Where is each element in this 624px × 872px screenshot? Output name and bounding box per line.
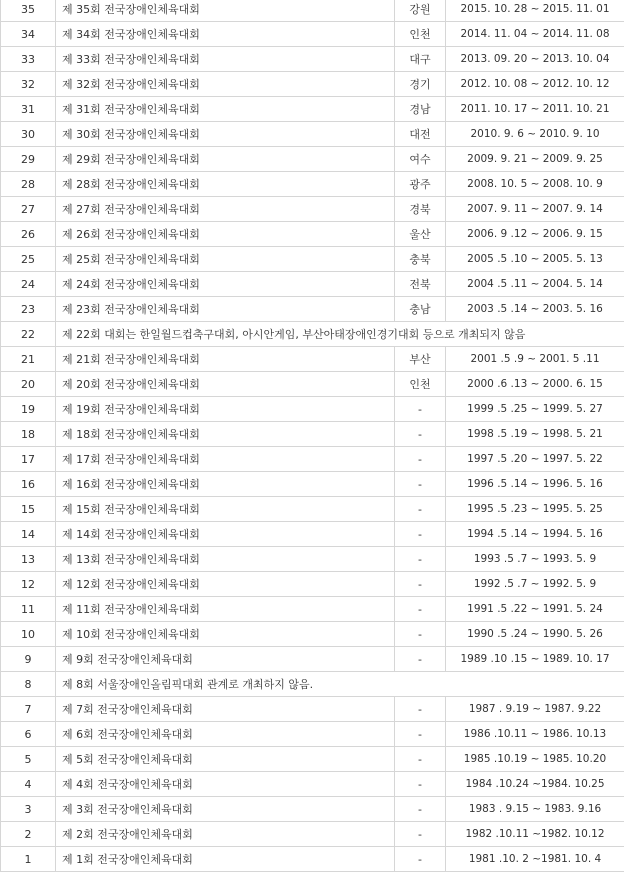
table-row	[1, 822, 624, 847]
event-name-cell: 제 20회 전국장애인체육대회	[56, 372, 395, 397]
host-region-cell: 충북	[395, 247, 446, 272]
table-row	[1, 422, 624, 447]
event-name-cell: 제 26회 전국장애인체육대회	[56, 222, 395, 247]
edition-number-cell: 9	[1, 647, 56, 672]
event-name-cell: 제 3회 전국장애인체육대회	[56, 797, 395, 822]
event-name-cell: 제 15회 전국장애인체육대회	[56, 497, 395, 522]
host-region-cell: 경기	[395, 72, 446, 97]
event-name-cell: 제 23회 전국장애인체육대회	[56, 297, 395, 322]
host-region-cell: -	[395, 797, 446, 822]
host-region-cell: -	[395, 847, 446, 872]
edition-number-cell: 22	[1, 322, 56, 347]
host-region-cell: 경북	[395, 197, 446, 222]
table-row	[1, 147, 624, 172]
edition-number-cell: 19	[1, 397, 56, 422]
table-row	[1, 172, 624, 197]
edition-number-cell: 33	[1, 47, 56, 72]
host-region-cell: 강원	[395, 0, 446, 22]
table-row	[1, 0, 624, 22]
host-region-cell: 울산	[395, 222, 446, 247]
note-cell: 제 22회 대회는 한일월드컵축구대회, 아시안게임, 부산아태장애인경기대회 등으로 개최되지 않음	[56, 322, 624, 347]
event-period-cell: 2014. 11. 04 ~ 2014. 11. 08	[446, 22, 624, 47]
edition-number-cell: 21	[1, 347, 56, 372]
event-name-cell: 제 18회 전국장애인체육대회	[56, 422, 395, 447]
host-region-cell: -	[395, 772, 446, 797]
edition-number-cell: 29	[1, 147, 56, 172]
edition-number-cell: 31	[1, 97, 56, 122]
edition-number-cell: 7	[1, 697, 56, 722]
host-region-cell: 전북	[395, 272, 446, 297]
table-row	[1, 572, 624, 597]
edition-number-cell: 17	[1, 447, 56, 472]
event-period-cell: 1998 .5 .19 ~ 1998. 5. 21	[446, 422, 624, 447]
event-name-cell: 제 29회 전국장애인체육대회	[56, 147, 395, 172]
edition-number-cell: 24	[1, 272, 56, 297]
table-row	[1, 672, 624, 697]
event-name-cell: 제 30회 전국장애인체육대회	[56, 122, 395, 147]
event-period-cell: 1989 .10 .15 ~ 1989. 10. 17	[446, 647, 624, 672]
event-name-cell: 제 14회 전국장애인체육대회	[56, 522, 395, 547]
event-period-cell: 1999 .5 .25 ~ 1999. 5. 27	[446, 397, 624, 422]
host-region-cell: -	[395, 597, 446, 622]
table-row	[1, 472, 624, 497]
host-region-cell: -	[395, 547, 446, 572]
edition-number-cell: 14	[1, 522, 56, 547]
edition-number-cell: 32	[1, 72, 56, 97]
event-name-cell: 제 35회 전국장애인체육대회	[56, 0, 395, 22]
table-row	[1, 222, 624, 247]
event-period-cell: 1985 .10.19 ~ 1985. 10.20	[446, 747, 624, 772]
host-region-cell: -	[395, 522, 446, 547]
event-name-cell: 제 4회 전국장애인체육대회	[56, 772, 395, 797]
event-name-cell: 제 27회 전국장애인체육대회	[56, 197, 395, 222]
table-row	[1, 747, 624, 772]
event-name-cell: 제 34회 전국장애인체육대회	[56, 22, 395, 47]
event-name-cell: 제 25회 전국장애인체육대회	[56, 247, 395, 272]
event-name-cell: 제 17회 전국장애인체육대회	[56, 447, 395, 472]
edition-number-cell: 1	[1, 847, 56, 872]
event-name-cell: 제 24회 전국장애인체육대회	[56, 272, 395, 297]
event-name-cell: 제 32회 전국장애인체육대회	[56, 72, 395, 97]
event-period-cell: 1983 . 9.15 ~ 1983. 9.16	[446, 797, 624, 822]
edition-number-cell: 26	[1, 222, 56, 247]
edition-number-cell: 34	[1, 22, 56, 47]
table-row	[1, 597, 624, 622]
table-row	[1, 722, 624, 747]
table-row	[1, 122, 624, 147]
event-name-cell: 제 13회 전국장애인체육대회	[56, 547, 395, 572]
edition-number-cell: 28	[1, 172, 56, 197]
host-region-cell: -	[395, 697, 446, 722]
event-name-cell: 제 5회 전국장애인체육대회	[56, 747, 395, 772]
event-period-cell: 1984 .10.24 ~1984. 10.25	[446, 772, 624, 797]
edition-number-cell: 12	[1, 572, 56, 597]
event-period-cell: 2003 .5 .14 ~ 2003. 5. 16	[446, 297, 624, 322]
edition-number-cell: 25	[1, 247, 56, 272]
event-name-cell: 제 33회 전국장애인체육대회	[56, 47, 395, 72]
event-period-cell: 2012. 10. 08 ~ 2012. 10. 12	[446, 72, 624, 97]
table-row	[1, 347, 624, 372]
event-name-cell: 제 6회 전국장애인체육대회	[56, 722, 395, 747]
edition-number-cell: 13	[1, 547, 56, 572]
table-row	[1, 297, 624, 322]
event-period-cell: 1997 .5 .20 ~ 1997. 5. 22	[446, 447, 624, 472]
event-name-cell: 제 10회 전국장애인체육대회	[56, 622, 395, 647]
host-region-cell: -	[395, 722, 446, 747]
host-region-cell: 경남	[395, 97, 446, 122]
event-period-cell: 2000 .6 .13 ~ 2000. 6. 15	[446, 372, 624, 397]
host-region-cell: 부산	[395, 347, 446, 372]
event-period-cell: 2004 .5 .11 ~ 2004. 5. 14	[446, 272, 624, 297]
event-period-cell: 1992 .5 .7 ~ 1992. 5. 9	[446, 572, 624, 597]
event-period-cell: 1995 .5 .23 ~ 1995. 5. 25	[446, 497, 624, 522]
host-region-cell: -	[395, 572, 446, 597]
event-name-cell: 제 19회 전국장애인체육대회	[56, 397, 395, 422]
edition-number-cell: 18	[1, 422, 56, 447]
table-row	[1, 847, 624, 872]
edition-number-cell: 27	[1, 197, 56, 222]
table-row	[1, 497, 624, 522]
host-region-cell: -	[395, 822, 446, 847]
event-period-cell: 1990 .5 .24 ~ 1990. 5. 26	[446, 622, 624, 647]
event-period-cell: 2010. 9. 6 ~ 2010. 9. 10	[446, 122, 624, 147]
event-period-cell: 1982 .10.11 ~1982. 10.12	[446, 822, 624, 847]
event-period-cell: 1993 .5 .7 ~ 1993. 5. 9	[446, 547, 624, 572]
event-period-cell: 2009. 9. 21 ~ 2009. 9. 25	[446, 147, 624, 172]
event-period-cell: 2015. 10. 28 ~ 2015. 11. 01	[446, 0, 624, 22]
host-region-cell: 인천	[395, 22, 446, 47]
edition-number-cell: 6	[1, 722, 56, 747]
table-row	[1, 372, 624, 397]
host-region-cell: 광주	[395, 172, 446, 197]
table-body	[1, 0, 624, 872]
event-period-cell: 2005 .5 .10 ~ 2005. 5. 13	[446, 247, 624, 272]
table-row	[1, 197, 624, 222]
edition-number-cell: 5	[1, 747, 56, 772]
edition-number-cell: 2	[1, 822, 56, 847]
event-period-cell: 2008. 10. 5 ~ 2008. 10. 9	[446, 172, 624, 197]
host-region-cell: 대구	[395, 47, 446, 72]
table-row	[1, 547, 624, 572]
table-row	[1, 322, 624, 347]
host-region-cell: -	[395, 447, 446, 472]
host-region-cell: -	[395, 397, 446, 422]
edition-number-cell: 4	[1, 772, 56, 797]
table-row	[1, 72, 624, 97]
event-period-cell: 1996 .5 .14 ~ 1996. 5. 16	[446, 472, 624, 497]
table-row	[1, 272, 624, 297]
table-row	[1, 47, 624, 72]
host-region-cell: -	[395, 422, 446, 447]
edition-number-cell: 11	[1, 597, 56, 622]
event-name-cell: 제 16회 전국장애인체육대회	[56, 472, 395, 497]
event-period-cell: 1986 .10.11 ~ 1986. 10.13	[446, 722, 624, 747]
event-name-cell: 제 1회 전국장애인체육대회	[56, 847, 395, 872]
event-period-cell: 2013. 09. 20 ~ 2013. 10. 04	[446, 47, 624, 72]
host-region-cell: 대전	[395, 122, 446, 147]
table-row	[1, 247, 624, 272]
host-region-cell: -	[395, 647, 446, 672]
event-name-cell: 제 11회 전국장애인체육대회	[56, 597, 395, 622]
edition-number-cell: 3	[1, 797, 56, 822]
table-row	[1, 447, 624, 472]
edition-number-cell: 10	[1, 622, 56, 647]
event-period-cell: 1991 .5 .22 ~ 1991. 5. 24	[446, 597, 624, 622]
event-period-cell: 2011. 10. 17 ~ 2011. 10. 21	[446, 97, 624, 122]
edition-number-cell: 16	[1, 472, 56, 497]
table-row	[1, 397, 624, 422]
event-period-cell: 1981 .10. 2 ~1981. 10. 4	[446, 847, 624, 872]
event-name-cell: 제 7회 전국장애인체육대회	[56, 697, 395, 722]
event-period-cell: 2007. 9. 11 ~ 2007. 9. 14	[446, 197, 624, 222]
host-region-cell: -	[395, 497, 446, 522]
edition-number-cell: 15	[1, 497, 56, 522]
event-name-cell: 제 12회 전국장애인체육대회	[56, 572, 395, 597]
host-region-cell: 인천	[395, 372, 446, 397]
event-name-cell: 제 9회 전국장애인체육대회	[56, 647, 395, 672]
host-region-cell: -	[395, 622, 446, 647]
edition-number-cell: 20	[1, 372, 56, 397]
note-cell: 제 8회 서울장애인올림픽대회 관계로 개최하지 않음.	[56, 672, 624, 697]
table-row	[1, 22, 624, 47]
event-period-cell: 2001 .5 .9 ~ 2001. 5 .11	[446, 347, 624, 372]
table-row	[1, 522, 624, 547]
table-row	[1, 797, 624, 822]
event-period-cell: 1994 .5 .14 ~ 1994. 5. 16	[446, 522, 624, 547]
event-period-cell: 1987 . 9.19 ~ 1987. 9.22	[446, 697, 624, 722]
host-region-cell: 충남	[395, 297, 446, 322]
host-region-cell: 여수	[395, 147, 446, 172]
edition-number-cell: 8	[1, 672, 56, 697]
edition-number-cell: 35	[1, 0, 56, 22]
edition-number-cell: 30	[1, 122, 56, 147]
host-region-cell: -	[395, 472, 446, 497]
edition-number-cell: 23	[1, 297, 56, 322]
table-row	[1, 97, 624, 122]
table-row	[1, 697, 624, 722]
table-row	[1, 772, 624, 797]
host-region-cell: -	[395, 747, 446, 772]
table-row	[1, 647, 624, 672]
table-row	[1, 622, 624, 647]
event-name-cell: 제 28회 전국장애인체육대회	[56, 172, 395, 197]
event-name-cell: 제 21회 전국장애인체육대회	[56, 347, 395, 372]
event-name-cell: 제 31회 전국장애인체육대회	[56, 97, 395, 122]
event-name-cell: 제 2회 전국장애인체육대회	[56, 822, 395, 847]
event-period-cell: 2006. 9 .12 ~ 2006. 9. 15	[446, 222, 624, 247]
